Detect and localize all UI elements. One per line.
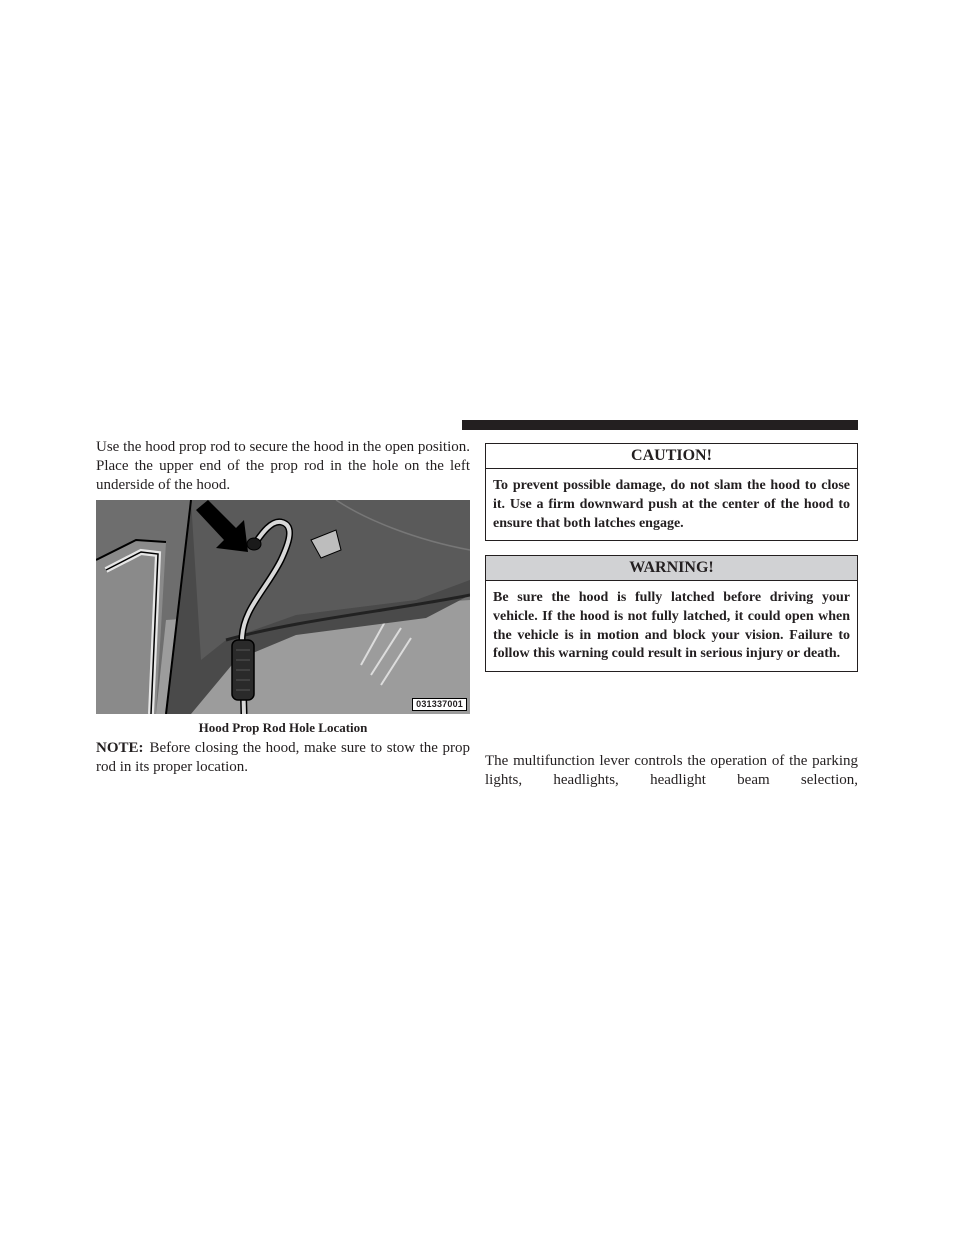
hood-illustration-graphic [96,500,470,714]
note-paragraph [96,739,470,777]
multifunction-lever-paragraph: The multifunction lever controls the operation of the parking lights, headlights, headlight beam selection, [485,753,858,788]
section-divider-bar [462,420,858,430]
intro-paragraph: Use the hood prop rod to secure the hood in the open position. Place the upper end of the prop rod in the hole on the left underside of the hood. [96,439,470,493]
note-label: NOTE: [96,740,144,756]
warning-title: WARNING! [486,556,857,581]
hood-prop-rod-illustration [96,500,470,714]
caution-box [485,443,858,541]
warning-box [485,555,858,672]
caution-text: To prevent possible damage, do not slam the hood to close it. Use a firm downward push at the center of the hood to ensure that both latches engage. [493,478,850,531]
note-text-block [96,739,470,777]
note-text: Before closing the hood, make sure to stow the prop rod in its proper location. [96,740,470,775]
caution-title: CAUTION! [486,444,857,469]
figure-caption: Hood Prop Rod Hole Location [198,720,368,735]
warning-text: Be sure the hood is fully latched before driving your vehicle. If the hood is not fully latched, it could open when the vehicle is in motion and block your vision. Failure to follow this warning could result in serious injury or death. [493,590,850,662]
intro-section [96,438,470,495]
figure-code-label: 031337001 [412,698,467,711]
